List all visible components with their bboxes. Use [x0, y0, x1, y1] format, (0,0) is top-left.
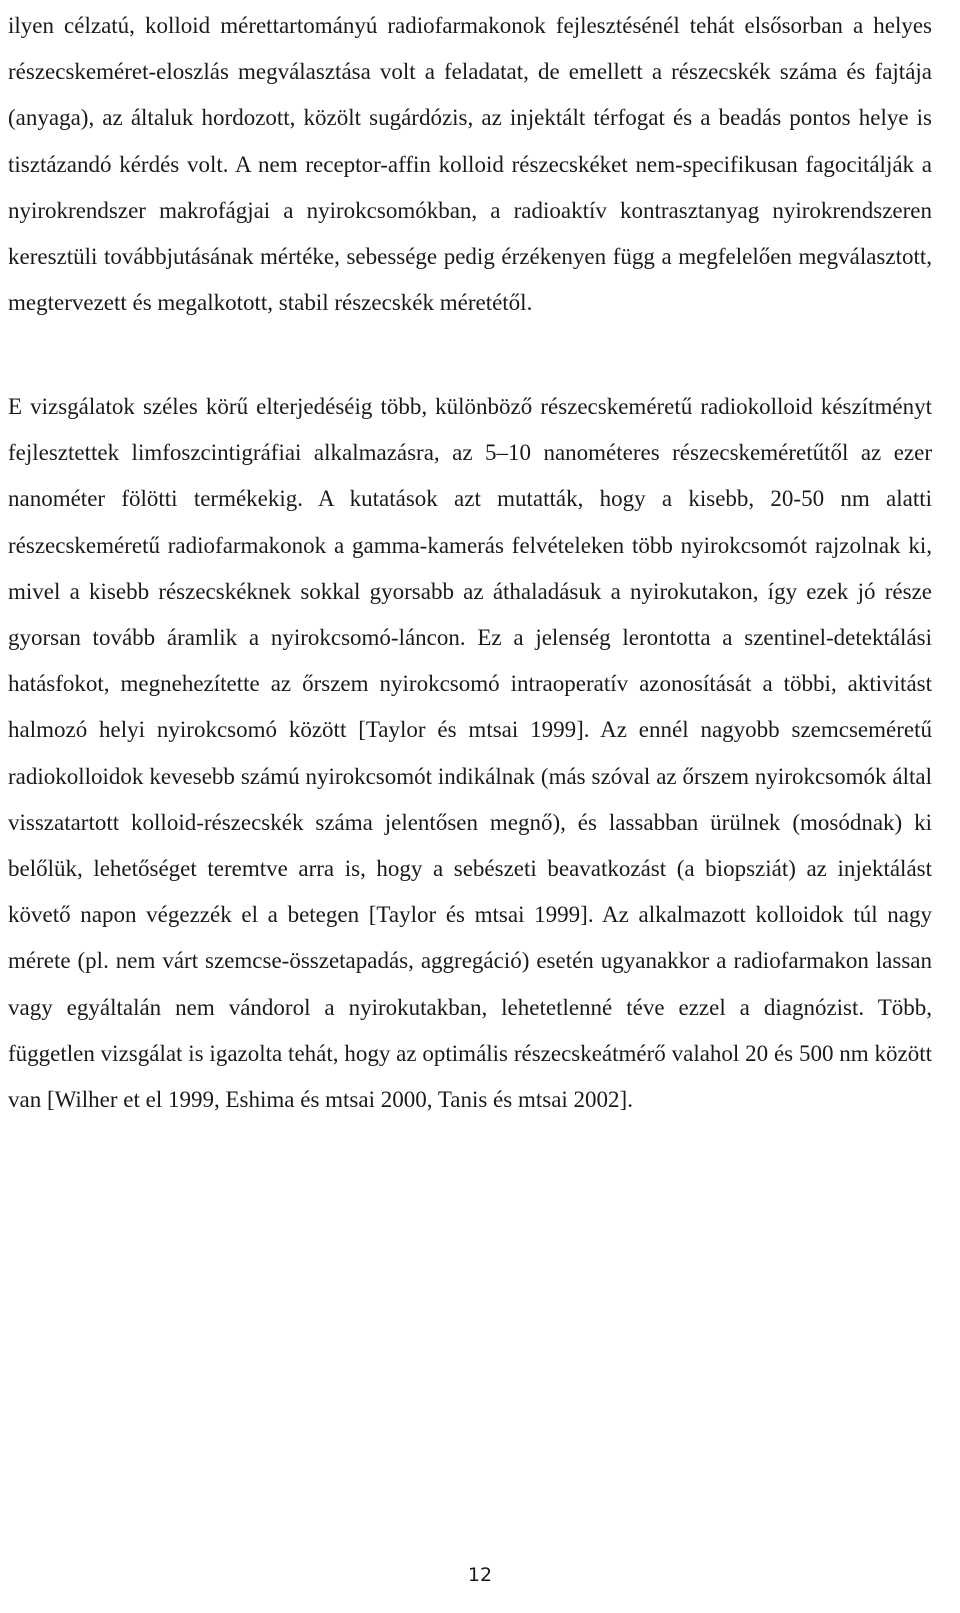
- page-number: 12: [467, 1564, 493, 1586]
- body-paragraph-2: E vizsgálatok széles körű elterjedéséig több, különböző részecskeméretű radiokolloid készítményt fejlesztettek limfoszcintigráfiai alkalmazásra, az 5–10 nanométeres részecskeméretűtől az ezer nanométer fölötti termékekig. A kutatások azt mutatták, hogy a kisebb, 20-50 nm alatti részecskeméretű radiofarmakonok a gamma-kamerás felvételeken több nyirokcsomót rajzolnak ki, mivel a kisebb részecskéknek sokkal gyorsabb az áthaladásuk a nyirokutakon, így ezek jó része gyorsan tovább áramlik a nyirokcsomó-láncon. Ez a jelenség lerontotta a szentinel-detektálási hatásfokot, megnehezítette az őrszem nyirokcsomó intraoperatív azonosítását a többi, aktivitást halmozó helyi nyirokcsomó között [Taylor és mtsai 1999]. Az ennél nagyobb szemcseméretű radiokolloidok kevesebb számú nyirokcsomót indikálnak (más szóval az őrszem nyirokcsomók által visszatartott kolloid-részecskék száma jelentősen megnő), és lassabban ürülnek (mosódnak) ki belőlük, lehetőséget teremtve arra is, hogy a sebészeti beavatkozást (a biopsziát) az injektálást követő napon végezzék el a betegen [Taylor és mtsai 1999]. Az alkalmazott kolloidok túl nagy mérete (pl. nem várt szemcse-összetapadás, aggregáció) esetén ugyanakkor a radiofarmakon lassan vagy egyáltalán nem vándorol a nyirokutakban, lehetetlenné téve ezzel a diagnózist. Több, független vizsgálat is igazolta tehát, hogy az optimális részecskeátmérő valahol 20 és 500 nm között van [Wilher et el 1999, Eshima és mtsai 2000, Tanis és mtsai 2002].: [8, 394, 932, 1113]
- body-paragraph-1: ilyen célzatú, kolloid mérettartományú radiofarmakonok fejlesztésénél tehát elsősorban a helyes részecskeméret-eloszlás megválasztása volt a feladatat, de emellett a részecskék száma és fajtája (anyaga), az általuk hordozott, közölt sugárdózis, az injektált térfogat és a beadás pontos helye is tisztázandó kérdés volt. A nem receptor-affin kolloid részecskéket nem-specifikusan fagocitálják a nyirokrendszer makrofágjai a nyirokcsomókban, a radioaktív kontrasztanyag nyirokrendszeren keresztüli továbbjutásának mértéke, sebessége pedig érzékenyen függ a megfelelően megválasztott, megtervezett és megalkotott, stabil részecskék méretétől.: [8, 13, 932, 316]
